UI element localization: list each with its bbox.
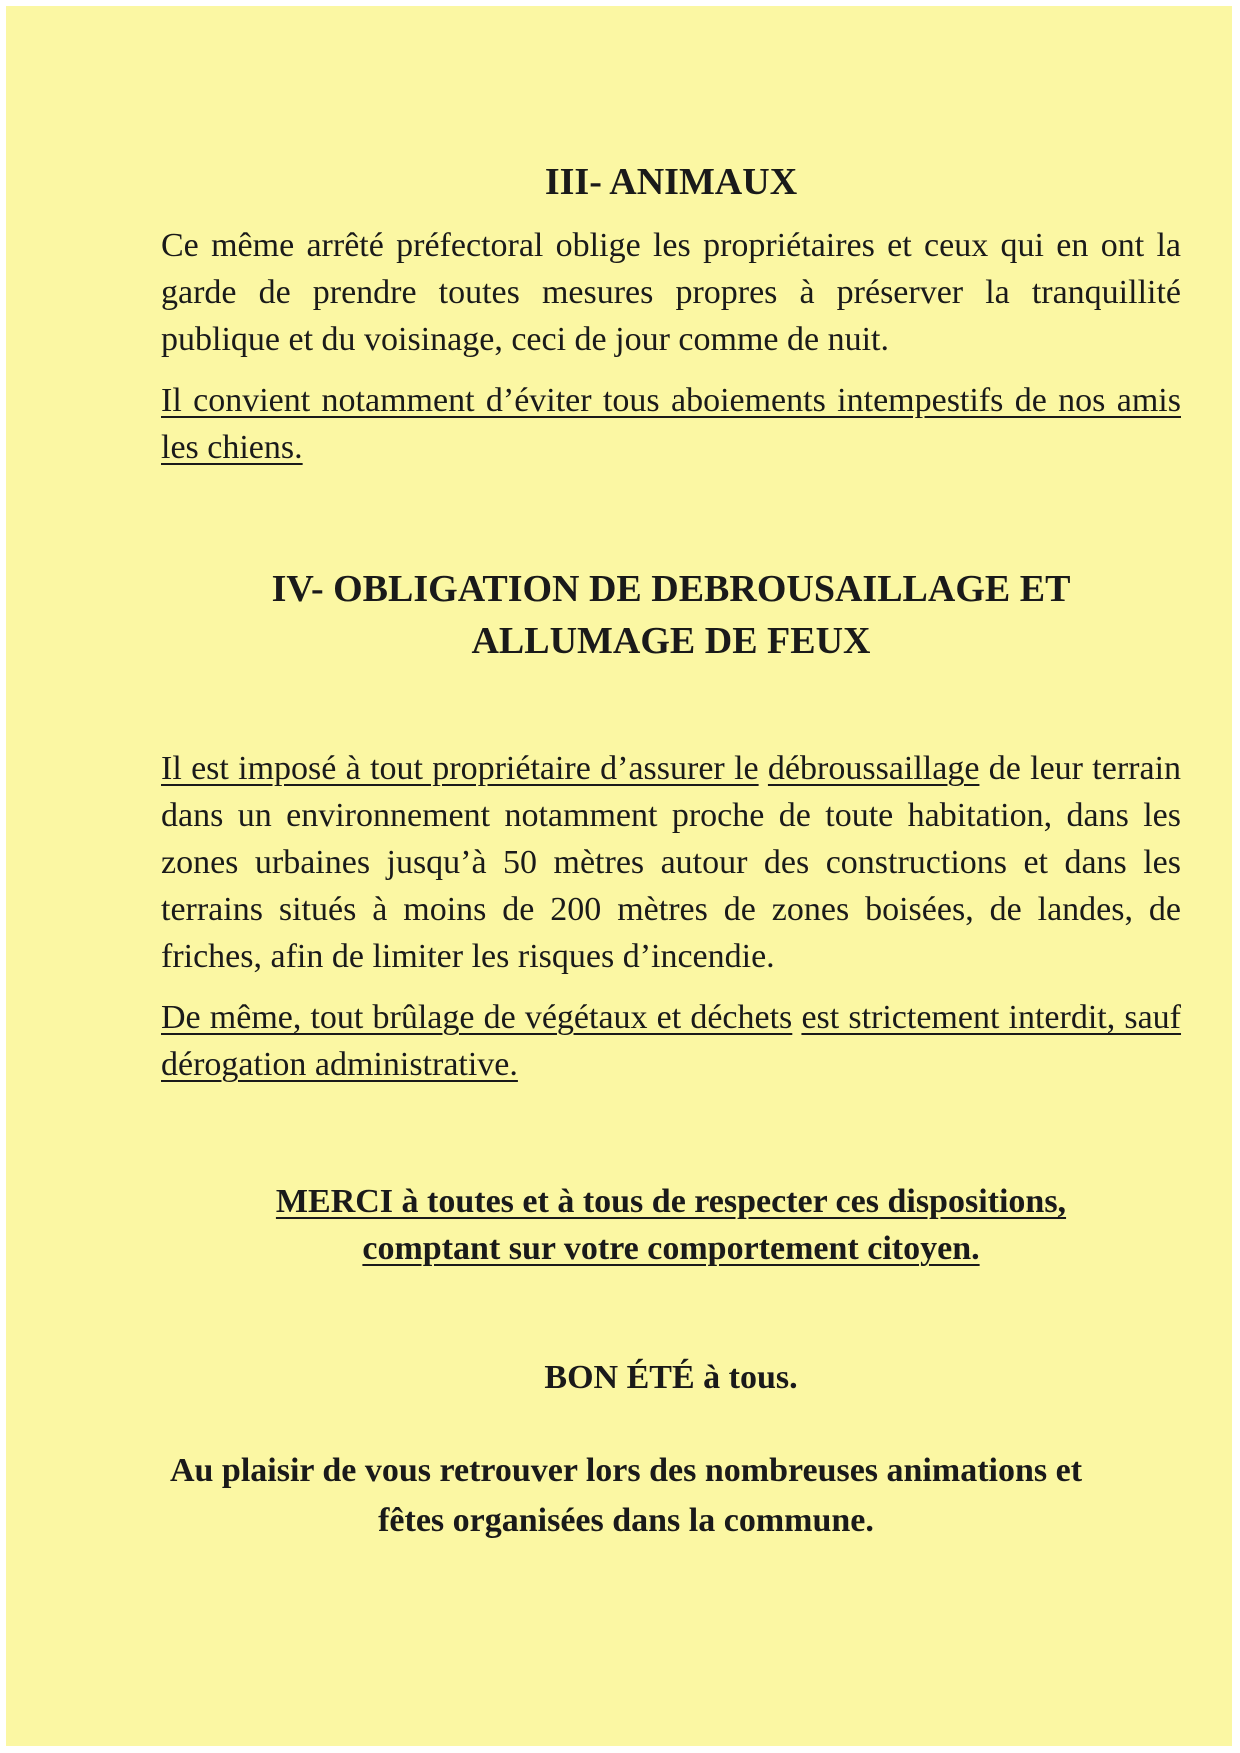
final-line-2: fêtes organisées dans la commune.: [378, 1502, 874, 1539]
underlined-keyword: débroussaillage: [767, 750, 980, 787]
final-line-1: Au plaisir de vous retrouver lors des nombreuses animations et: [169, 1452, 1083, 1489]
merci-line-2: comptant sur votre comportement citoyen.: [362, 1230, 980, 1267]
merci-message: [161, 1178, 1181, 1272]
animaux-paragraph-2: [161, 377, 1181, 471]
animaux-paragraph-2-text: Il convient notamment d’éviter tous aboiements intempestifs de nos amis les chiens.: [161, 382, 1181, 466]
heading-line-2: ALLUMAGE DE FEUX: [471, 620, 871, 662]
paragraph-rest: de leur terrain dans un environnement notamment proche de toute habitation, dans les zones urbaines jusqu’à 50 mètres autour des constructions et dans les terrains situés à moins de 200 mètres de zones boisées, de landes, de friches, afin de limiter les risques d’incendie.: [161, 750, 1182, 975]
heading-line-1: IV- OBLIGATION DE DEBROUSAILLAGE ET: [271, 568, 1071, 610]
underlined-part-2: est strictement interdit, sauf dérogation administrative.: [161, 999, 1182, 1083]
underlined-intro: Il est imposé à tout propriétaire d’assurer le: [161, 750, 759, 787]
animaux-paragraph-1: Ce même arrêté préfectoral oblige les propriétaires et ceux qui en ont la garde de prendre toutes mesures propres à préserver la tranquillité publique et du voisinage, ceci de jour comme de nuit.: [161, 227, 1181, 358]
document-page: [6, 6, 1232, 1746]
merci-line-1: MERCI à toutes et à tous de respecter ces dispositions,: [275, 1183, 1067, 1220]
debroussaillage-paragraph-2: [161, 994, 1181, 1088]
final-message: [106, 1446, 1146, 1546]
document-content: [161, 156, 1181, 1401]
section-heading-animaux: III- ANIMAUX: [544, 161, 798, 203]
underlined-part-1: De même, tout brûlage de végétaux et déchets: [161, 999, 793, 1036]
bon-ete-message: BON ÉTÉ à tous.: [544, 1359, 798, 1396]
debroussaillage-paragraph-1: [161, 745, 1181, 980]
section-heading-debroussaillage: [161, 563, 1181, 667]
